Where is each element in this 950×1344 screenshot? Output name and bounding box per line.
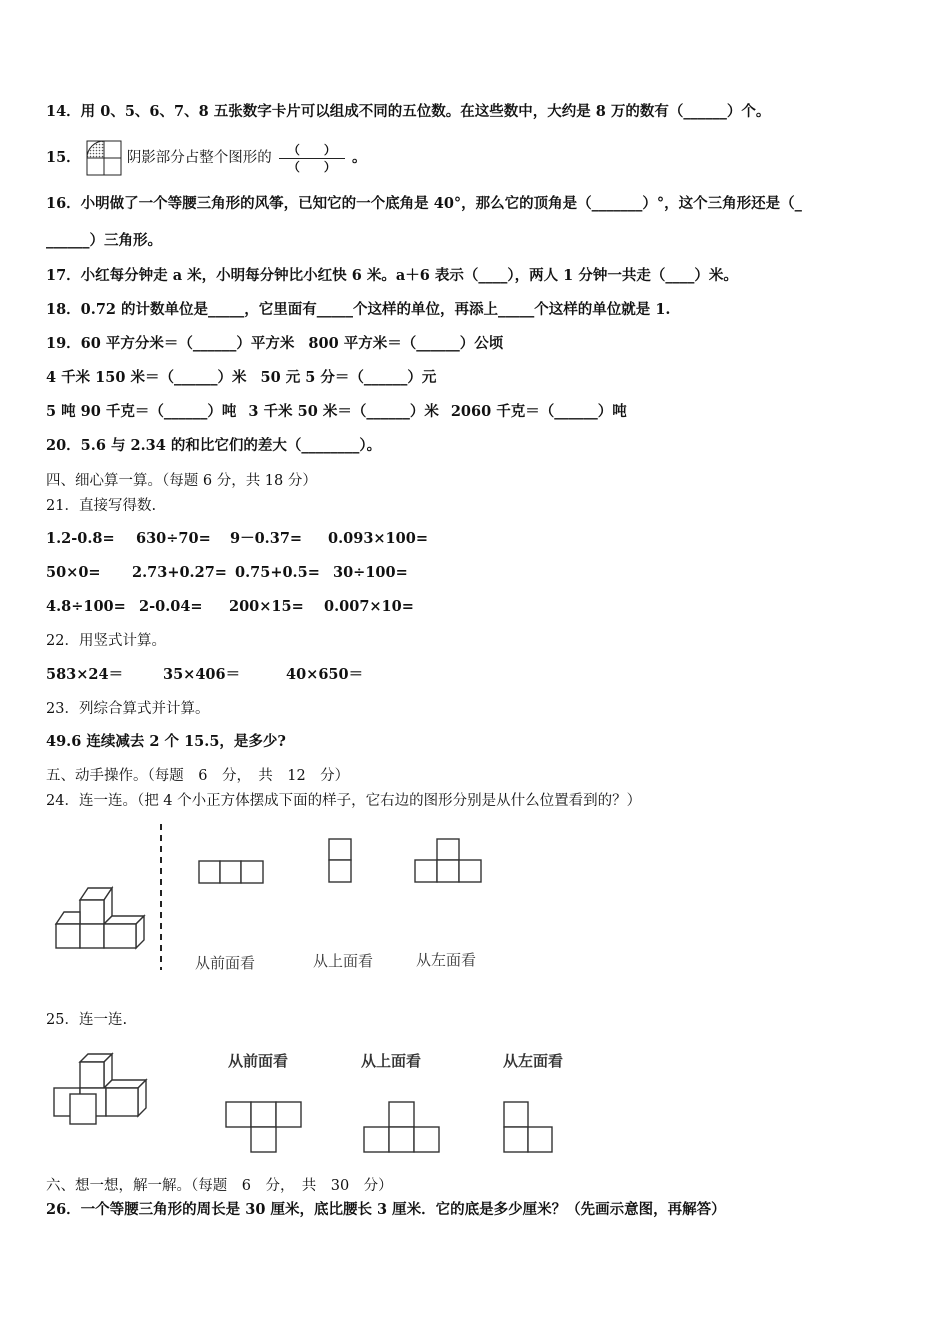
question-16-line1: 16．小明做了一个等腰三角形的风筝，已知它的一个底角是 40°，那么它的顶角是（_______）°，这个三角形还是（_	[46, 195, 802, 212]
question-26: 26．一个等腰三角形的周长是 30 厘米，底比腰长 3 厘米．它的底是多少厘米？（先画示意图，再解答）	[46, 1201, 726, 1218]
q24-caption-left: 从左面看	[416, 951, 477, 969]
q24-left-view	[414, 838, 484, 884]
q25-cube-stack-figure	[50, 1050, 160, 1130]
shaded-square-figure	[86, 140, 122, 176]
q22-items	[46, 665, 363, 685]
q21-cell: 2-0.04=	[139, 598, 203, 615]
fraction-denominator: （ ）	[287, 159, 336, 174]
question-24-title: 24．连一连。（把 4 个小正方体摆成下面的样子，它右边的图形分别是从什么位置看到的？）	[46, 793, 642, 809]
q21-cell: 0.007×10=	[324, 598, 414, 615]
question-23-text: 49.6 连续减去 2 个 15.5，是多少?	[46, 733, 286, 750]
question-25-title: 25．连一连.	[46, 1012, 128, 1028]
section-5-heading: 五、动手操作。（每题 6 分， 共 12 分）	[46, 768, 350, 784]
q21-cell: 1.2-0.8=	[46, 530, 115, 547]
q19-item: 5 吨 90 千克＝（______）吨	[46, 403, 237, 420]
q25-view-b	[362, 1100, 442, 1154]
question-15	[46, 140, 366, 176]
question-14: 14．用 0、5、6、7、8 五张数字卡片可以组成不同的五位数。在这些数中，大约是 8 万的数有（______）个。	[46, 103, 771, 120]
q24-cube-stack-figure	[50, 880, 150, 955]
q25-view-c	[502, 1100, 556, 1154]
question-15-suffix: 。	[351, 149, 367, 166]
question-15-text: 阴影部分占整个图形的	[126, 150, 272, 166]
q24-caption-top: 从上面看	[313, 952, 374, 970]
q25-caption-top: 从上面看	[361, 1052, 422, 1070]
q21-cell: 30÷100=	[333, 564, 408, 581]
section-4-heading: 四、细心算一算。（每题 6 分，共 18 分）	[46, 473, 317, 489]
q21-cell: 50×0=	[46, 564, 101, 581]
q21-cell: 2.73+0.27=	[132, 564, 227, 581]
question-22-title: 22．用竖式计算。	[46, 633, 166, 649]
fraction-numerator: （ ）	[287, 142, 336, 157]
q21-cell: 4.8÷100=	[46, 598, 126, 615]
q21-cell: 0.75+0.5=	[235, 564, 320, 581]
question-21-title: 21．直接写得数.	[46, 498, 157, 514]
q19-item: 50 元 5 分＝（______）元	[260, 369, 437, 386]
q19-item: 3 千米 50 米＝（______）米	[248, 403, 439, 420]
q21-cell: 630÷70=	[136, 530, 211, 547]
question-16-line2: ______）三角形。	[46, 232, 162, 249]
q19-item: 2060 千克＝（______）吨	[450, 403, 627, 420]
question-18: 18．0.72 的计数单位是_____，它里面有_____个这样的单位，再添上_____个这样的单位就是 1.	[46, 301, 671, 318]
q21-cell: 200×15=	[229, 598, 304, 615]
q22-item: 40×650＝	[286, 666, 364, 683]
q25-caption-front: 从前面看	[228, 1052, 289, 1070]
q21-row	[46, 529, 428, 549]
question-19-row3	[46, 402, 627, 422]
fraction-blank	[279, 143, 345, 174]
q25-view-a	[224, 1100, 304, 1154]
q24-front-view	[198, 860, 266, 886]
q21-row	[46, 597, 414, 617]
q21-row	[46, 563, 408, 583]
dashed-divider	[158, 824, 164, 970]
q22-item: 35×406＝	[163, 666, 241, 683]
q22-item: 583×24＝	[46, 666, 124, 683]
q24-caption-front: 从前面看	[195, 954, 256, 972]
question-20: 20．5.6 与 2.34 的和比它们的差大（________）。	[46, 437, 382, 454]
question-23-title: 23．列综合算式并计算。	[46, 701, 210, 717]
question-17: 17．小红每分钟走 a 米，小明每分钟比小红快 6 米。a＋6 表示（____），两人 1 分钟一共走（____）米。	[46, 267, 738, 284]
question-19-row2	[46, 368, 436, 388]
section-6-heading: 六、想一想，解一解。（每题 6 分， 共 30 分）	[46, 1178, 393, 1194]
q19-item: 19．60 平方分米＝（______）平方米	[46, 335, 295, 352]
question-15-number: 15．	[46, 149, 81, 166]
q25-caption-left: 从左面看	[503, 1052, 564, 1070]
question-19-row1	[46, 334, 503, 354]
q19-item: 4 千米 150 米＝（______）米	[46, 369, 247, 386]
q19-item: 800 平方米＝（______）公顷	[308, 335, 504, 352]
q24-top-view	[328, 838, 354, 884]
q21-cell: 9－0.37=	[230, 530, 303, 547]
q21-cell: 0.093×100=	[328, 530, 428, 547]
